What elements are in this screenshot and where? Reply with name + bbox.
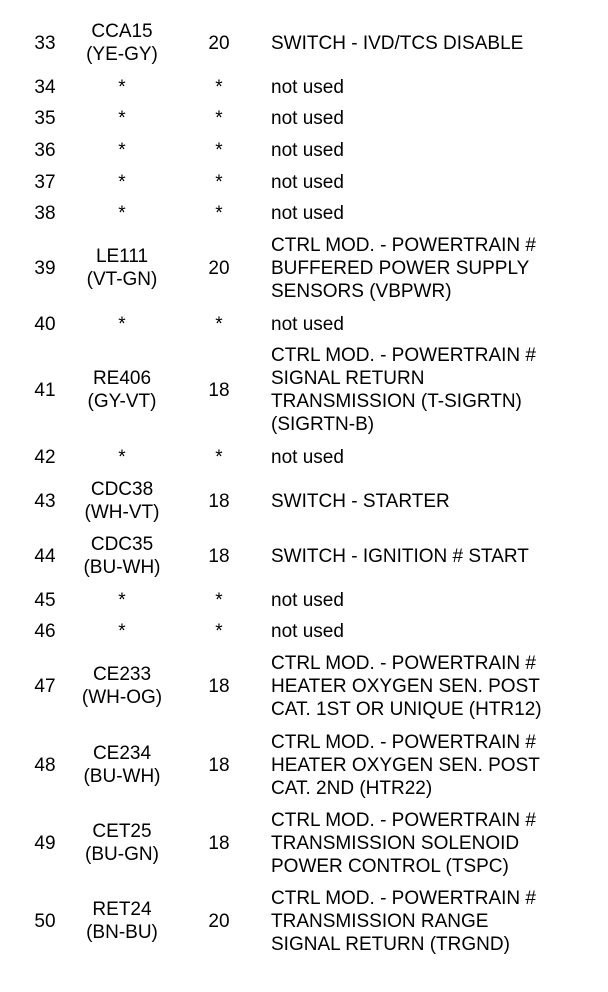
circuit-id: * [118,107,126,129]
wire-color: (GY-VT) [87,391,157,412]
wire-color: (VT-GN) [86,269,158,290]
wire-gauge: * [215,313,223,335]
circuit-id: CET25 [92,821,152,842]
pin-number: 36 [34,139,56,161]
function-line: not used [271,446,344,468]
function-line: not used [271,620,344,642]
function-line: HEATER OXYGEN SEN. POST [271,754,540,776]
function-line: CTRL MOD. - POWERTRAIN # [271,809,536,831]
circuit-function [271,887,601,956]
function-line: CTRL MOD. - POWERTRAIN # [271,345,536,366]
circuit-id: RET24 [92,899,152,920]
wire-color: (WH-VT) [84,502,160,523]
pin-number: 48 [34,754,56,776]
circuit-function [271,809,601,878]
wire-gauge: * [215,76,223,98]
circuit-id: * [118,171,126,193]
table-row [0,808,608,878]
wire-color: (BU-WH) [83,766,161,787]
wire-color: (BU-GN) [85,844,159,865]
circuit-id: RE406 [92,368,152,389]
table-row [0,170,608,194]
table-row [0,533,608,579]
circuit-function [271,313,601,336]
function-line: BUFFERED POWER SUPPLY [271,257,530,279]
table-row [0,233,608,303]
pin-number: 46 [34,620,56,642]
circuit-function [271,446,601,469]
table-row [0,445,608,469]
wire-gauge: * [215,589,223,611]
wire-gauge: * [215,446,223,468]
function-line: not used [271,107,344,129]
function-line: SIGNAL RETURN [271,368,425,389]
circuit-function [271,620,601,643]
circuit-cell [72,478,172,524]
function-line: CTRL MOD. - POWERTRAIN # [271,887,536,909]
function-line: not used [271,313,344,335]
circuit-id: CE233 [92,664,152,685]
table-row [0,344,608,436]
circuit-cell [72,20,172,66]
wire-gauge: 18 [208,490,230,512]
circuit-id: * [118,620,126,642]
wire-gauge: * [215,139,223,161]
function-line: not used [271,202,344,224]
function-line: SWITCH - IVD/TCS DISABLE [271,32,524,54]
wire-gauge: * [215,202,223,224]
wire-gauge: 20 [208,910,230,932]
pin-number: 39 [34,257,56,279]
circuit-function [271,171,601,194]
wire-gauge: * [215,107,223,129]
table-row [0,75,608,99]
function-line: not used [271,76,344,98]
pin-number: 35 [34,107,56,129]
function-line: CTRL MOD. - POWERTRAIN # [271,234,536,256]
circuit-id: CDC38 [90,479,154,500]
circuit-cell [72,245,172,291]
circuit-cell [72,663,172,709]
pin-number: 40 [34,313,56,335]
table-row [0,651,608,721]
circuit-function [271,234,601,303]
circuit-id: CCA15 [91,21,153,42]
circuit-id: * [118,313,126,335]
pin-number: 34 [34,76,56,98]
function-line: POWER CONTROL (TSPC) [271,855,509,877]
circuit-id: * [118,589,126,611]
wire-color: (WH-OG) [81,687,163,708]
wire-color: (YE-GY) [86,44,158,65]
circuit-function [271,344,601,436]
wire-color: (BN-BU) [86,922,158,943]
wire-gauge: 18 [208,832,230,854]
circuit-id: * [118,446,126,468]
function-line: TRANSMISSION (T-SIGRTN) [271,391,522,412]
function-line: TRANSMISSION RANGE [271,910,489,932]
function-line: SIGNAL RETURN (TRGND) [271,933,510,955]
function-line: SWITCH - IGNITION # START [271,545,529,567]
circuit-function [271,490,601,513]
circuit-cell [72,367,172,413]
table-row [0,730,608,800]
circuit-cell [72,820,172,866]
circuit-id: * [118,202,126,224]
circuit-function [271,731,601,800]
wire-color: (BU-WH) [83,557,161,578]
function-line: TRANSMISSION SOLENOID [271,832,520,854]
table-row [0,20,608,66]
wire-gauge: * [215,171,223,193]
function-line: CAT. 2ND (HTR22) [271,777,433,799]
function-line: SWITCH - STARTER [271,490,450,512]
table-row [0,588,608,612]
circuit-id: LE111 [95,246,149,267]
pin-number: 41 [34,379,56,401]
wire-gauge: 18 [208,545,230,567]
function-line: SENSORS (VBPWR) [271,280,452,302]
circuit-cell [72,742,172,788]
table-row [0,138,608,162]
function-line: not used [271,589,344,611]
circuit-cell [72,533,172,579]
circuit-function [271,107,601,130]
pin-number: 44 [34,545,56,567]
circuit-id: CDC35 [90,534,154,555]
circuit-function [271,32,601,55]
wire-gauge: 18 [208,754,230,776]
wire-gauge: 20 [208,32,230,54]
wire-gauge: 18 [208,675,230,697]
pin-number: 47 [34,675,56,697]
wire-gauge: * [215,620,223,642]
circuit-function [271,202,601,225]
circuit-function [271,652,601,721]
pin-number: 49 [34,832,56,854]
circuit-id: CE234 [92,743,152,764]
pin-number: 33 [34,32,56,54]
circuit-cell [72,898,172,944]
table-row [0,478,608,524]
pin-number: 45 [34,589,56,611]
circuit-function [271,545,601,568]
table-row [0,106,608,130]
circuit-function [271,139,601,162]
table-row [0,312,608,336]
pin-number: 43 [34,490,56,512]
function-line: (SIGRTN-B) [271,414,375,435]
pin-number: 50 [34,910,56,932]
wire-gauge: 20 [208,257,230,279]
circuit-id: * [118,76,126,98]
pin-number: 37 [34,171,56,193]
function-line: CAT. 1ST OR UNIQUE (HTR12) [271,698,542,720]
function-line: CTRL MOD. - POWERTRAIN # [271,731,536,753]
circuit-function [271,589,601,612]
table-row [0,201,608,225]
table-row [0,886,608,956]
function-line: not used [271,139,344,161]
pin-number: 42 [34,446,56,468]
function-line: HEATER OXYGEN SEN. POST [271,675,540,697]
circuit-id: * [118,139,126,161]
pin-number: 38 [34,202,56,224]
function-line: not used [271,171,344,193]
function-line: CTRL MOD. - POWERTRAIN # [271,652,536,674]
circuit-function [271,76,601,99]
wire-gauge: 18 [208,379,230,401]
table-row [0,619,608,643]
